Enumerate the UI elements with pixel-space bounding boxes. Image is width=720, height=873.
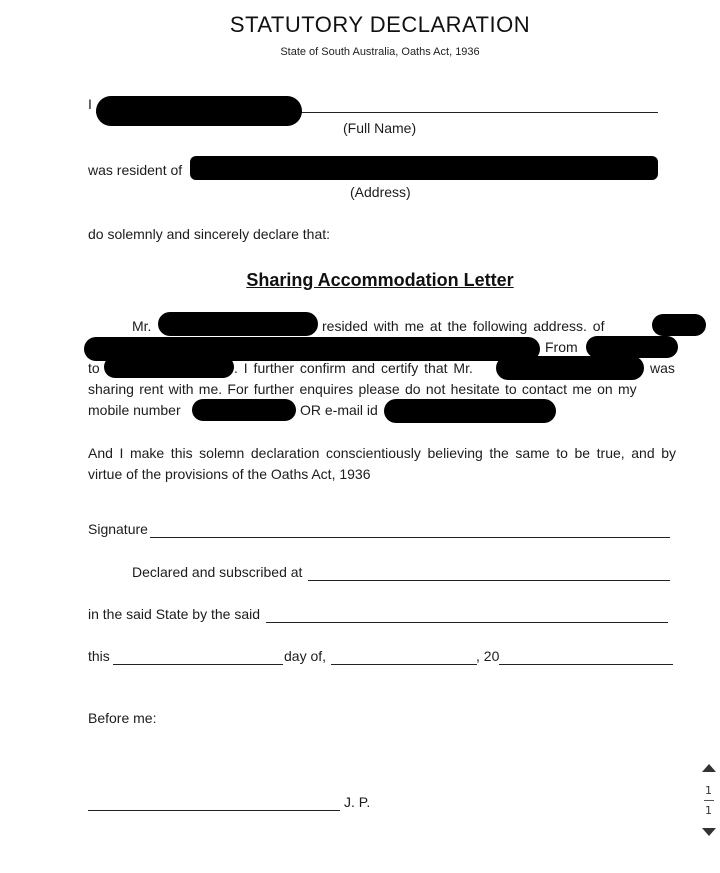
body-from: From: [545, 339, 578, 355]
body-confirm: . I further confirm and certify that Mr.: [234, 360, 473, 376]
day-of-label: day of,: [284, 648, 327, 664]
signature-label: Signature: [88, 521, 148, 537]
triangle-up-icon[interactable]: [702, 764, 716, 772]
body-mobile: mobile number: [88, 402, 181, 418]
solemn-paragraph: And I make this solemn declaration conscientiously believing the same to be true, and by virtue of the provisions of the Oaths Act, 1936: [88, 445, 676, 482]
year-line[interactable]: [499, 664, 673, 665]
before-me-label: Before me:: [88, 710, 157, 726]
year-label: , 20: [476, 648, 500, 664]
full-name-label: (Full Name): [343, 120, 417, 136]
signature-line[interactable]: [150, 537, 670, 538]
current-page-number: 1: [705, 784, 712, 797]
redaction-email: [384, 399, 556, 423]
page-navigator: [698, 758, 720, 838]
declare-text: do solemnly and sincerely declare that:: [88, 226, 331, 242]
body-sharing: sharing rent with me. For further enquires please do not hesitate to contact me on my: [88, 381, 637, 397]
redaction-mobile: [192, 399, 296, 421]
said-by-line[interactable]: [266, 622, 668, 623]
triangle-down-icon[interactable]: [702, 828, 716, 836]
letter-heading: Sharing Accommodation Letter: [246, 270, 514, 290]
redaction-to-date: [104, 356, 234, 378]
body-or-email: OR e-mail id: [300, 402, 378, 418]
state-label: in the said State by the said: [88, 606, 260, 622]
page-separator: [704, 800, 714, 801]
resident-label: was resident of: [88, 162, 183, 178]
redaction-from-date: [586, 336, 678, 358]
jp-label: J. P.: [344, 794, 371, 810]
redaction-name-2: [496, 356, 644, 380]
redaction-address-1: [652, 314, 706, 336]
body-resided: resided with me at the following address. of: [322, 318, 605, 334]
redaction-full-name: [96, 96, 302, 126]
document-title: STATUTORY DECLARATION: [229, 12, 531, 37]
month-line[interactable]: [331, 664, 477, 665]
document-subtitle: State of South Australia, Oaths Act, 1936: [280, 46, 480, 58]
declared-at-line[interactable]: [308, 580, 670, 581]
pronoun-i: I: [88, 96, 92, 112]
body-mr: Mr.: [132, 318, 152, 334]
declared-label: Declared and subscribed at: [132, 564, 303, 580]
jp-signature-line[interactable]: [88, 810, 340, 811]
redaction-name-1: [158, 312, 318, 336]
redaction-address: [190, 156, 658, 180]
total-page-number: 1: [705, 804, 712, 817]
this-day-line[interactable]: [113, 664, 283, 665]
this-label: this: [88, 648, 110, 664]
body-was: was: [650, 360, 675, 376]
body-to: to: [88, 360, 100, 376]
address-label: (Address): [350, 184, 411, 200]
